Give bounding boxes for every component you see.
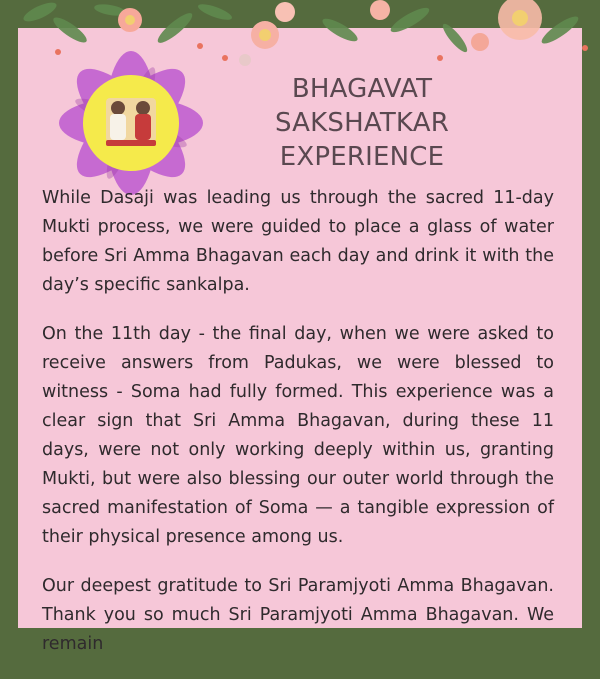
paragraph-3: Our deepest gratitude to Sri Paramjyoti Amma Bhagavan. Thank you so much Sri Paramjyoti Amma Bhagavan. We remain (42, 576, 554, 654)
page-title (212, 72, 512, 174)
title-line-1: BHAGAVAT SAKSHATKAR (275, 74, 449, 138)
flower-badge (46, 48, 216, 198)
paragraph-2: On the 11th day - the final day, when we were asked to receive answers from Padukas, we were blessed to witness - Soma had fully formed. This experience was a clear sign that Sri Amma Bhagavan, during these 11 days, were not only working deeply within us, granting Mukti, but were also blessing our outer world through the sacred manifestation of Soma — a tangible expression of their physical presence among us. (42, 324, 554, 547)
title-line-2: EXPERIENCE (279, 142, 445, 172)
deity-portrait-icon (106, 98, 156, 146)
body-text (42, 184, 554, 679)
paragraph-1: While Dasaji was leading us through the sacred 11-day Mukti process, we were guided to place a glass of water before Sri Amma Bhagavan each day and drink it with the day’s specific sankalpa. (42, 188, 554, 295)
